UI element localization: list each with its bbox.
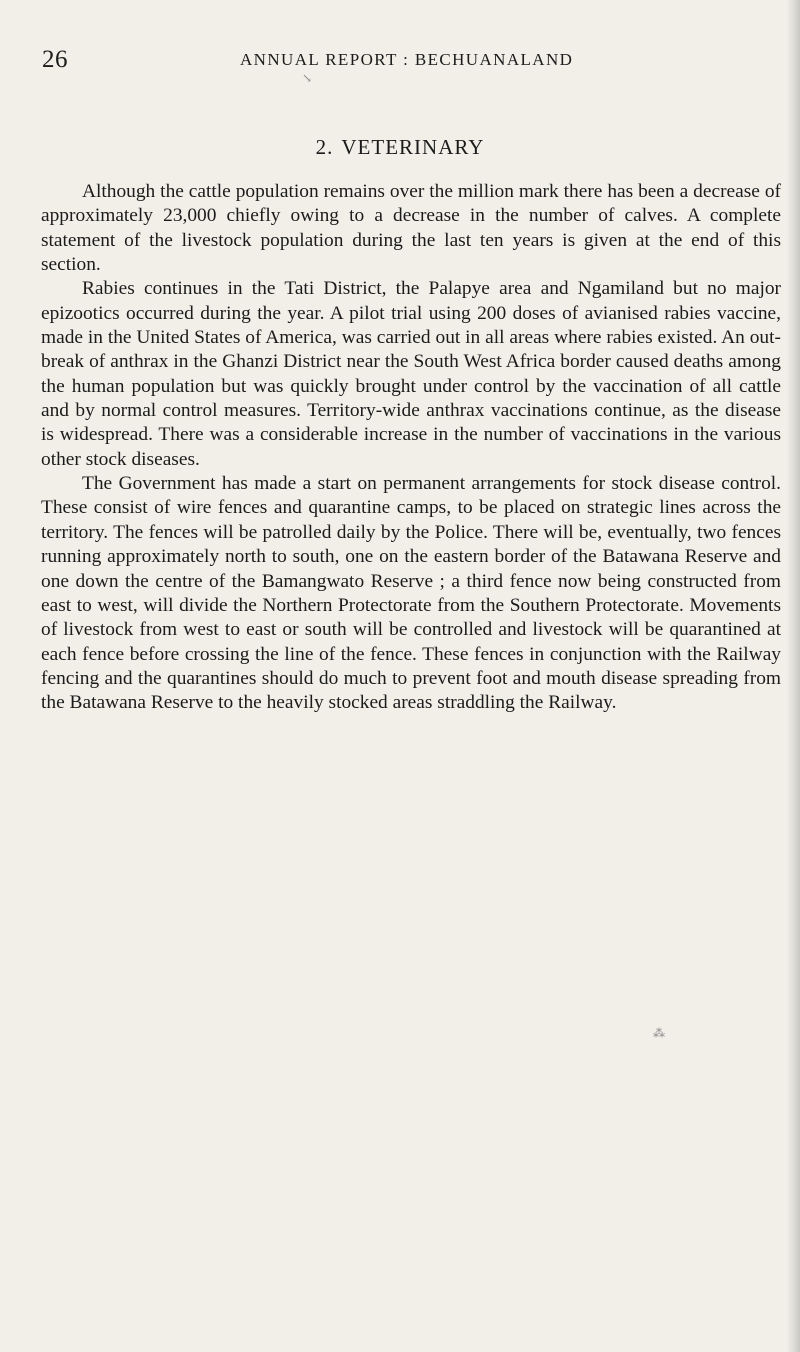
scan-speck-mark: ⁂ xyxy=(653,1026,665,1040)
paragraph-cattle-population: Although the cattle population remains over the million mark there has been a decrease of approximately 23,000 chiefly owing to a decrease in the number of calves. A complete statement of the livestock population during the last ten years is given at the end of this section. xyxy=(41,181,781,276)
section-heading xyxy=(0,135,800,160)
paragraph-stock-disease-control: The Government has made a start on permanent arrangements for stock disease control. These consist of wire fences and quarantine camps, to be placed on strategic lines across the territory. The fences will be patrolled daily by the Police. There will be, eventually, two fences running approximately north to south, one on the eastern border of the Batawana Reserve and one down the centre of the Bamangwato Reserve ; a third fence now being constructed from east to west, will divide the Northern Protectorate from the Southern Protectorate. Movements of livestock from west to east or south will be controlled and livestock will be quarantined at each fence before crossing the line of the fence. These fences in conjunction with the Railway fencing and the quarantines should do much to prevent foot and mouth disease spreading from the Batawana Reserve to the heavily stocked areas straddling the Railway. xyxy=(41,473,781,714)
page-number: 26 xyxy=(42,46,68,73)
paragraph-rabies-anthrax: Rabies continues in the Tati District, the Palapye area and Ngamiland but no major epizootics occurred during the year. A pilot trial using 200 doses of avianised rabies vaccine, made in the United States of America, was carried out in all areas where rabies existed. An outbreak of anthrax in the Ghanzi District near the South West Africa border caused deaths among the human population but was quickly brought under control by the vaccination of all cattle and by normal control measures. Territory-wide anthrax vaccinations continue, as the disease is widespread. There was a considerable increase in the number of vaccinations in the various other stock diseases. xyxy=(41,278,781,470)
section-number: 2. xyxy=(315,135,334,159)
section-title: VETERINARY xyxy=(341,135,485,159)
page-edge-shadow xyxy=(786,0,800,1352)
running-title: ANNUAL REPORT : BECHUANALAND xyxy=(240,50,574,69)
section-body xyxy=(41,180,781,716)
scan-speck-mark: ↘ xyxy=(302,71,313,85)
running-header xyxy=(42,46,742,76)
